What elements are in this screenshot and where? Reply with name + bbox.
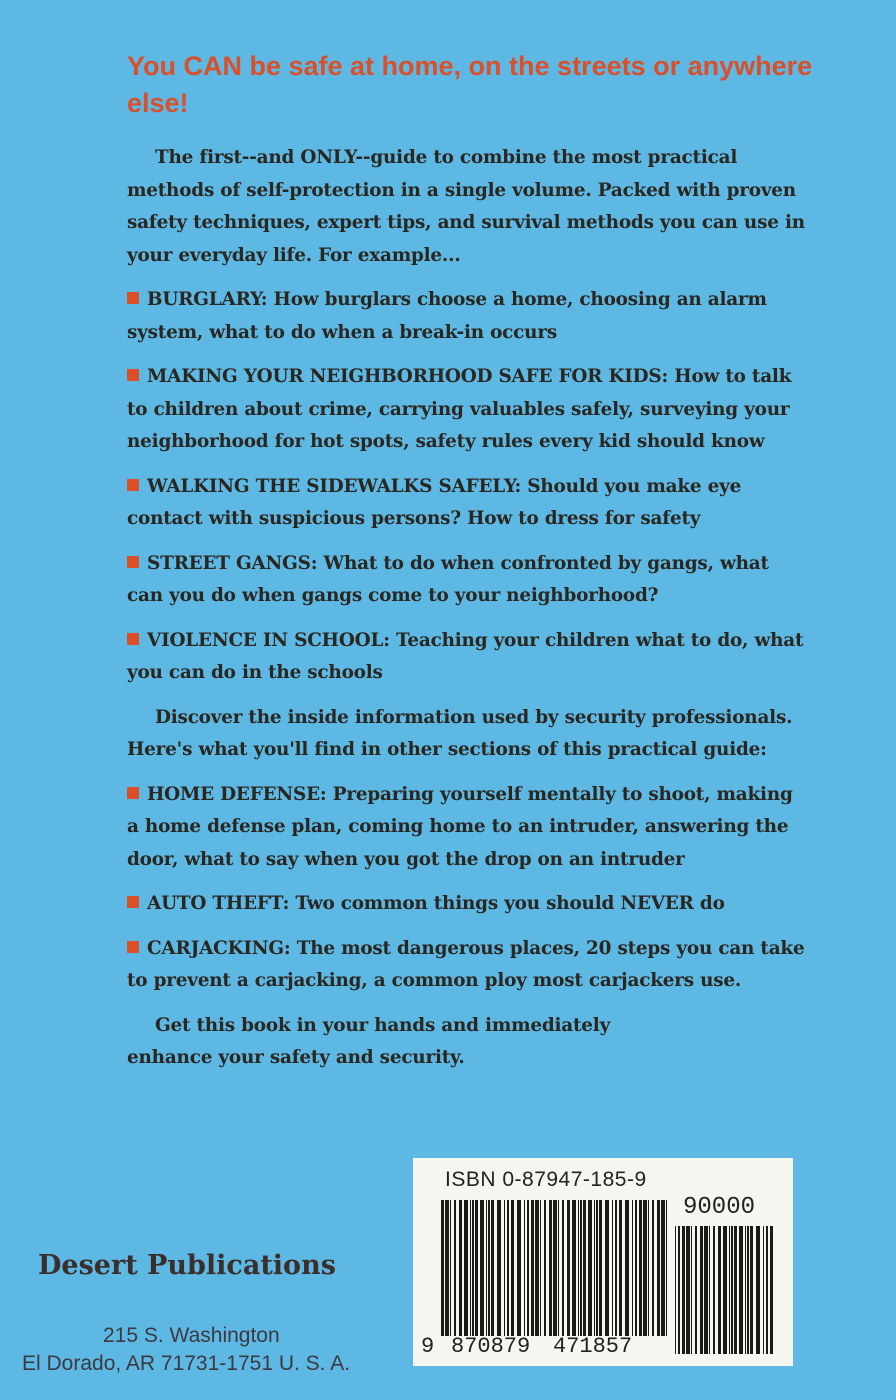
barcode-bar [770, 1226, 773, 1354]
square-bullet-icon [127, 896, 139, 908]
barcode-bar [450, 1200, 451, 1336]
barcode-bar [578, 1200, 579, 1336]
bullet-item [127, 625, 807, 690]
barcode-bar [747, 1226, 749, 1354]
barcode-bar [612, 1200, 613, 1336]
barcode-bar [704, 1226, 708, 1354]
barcode-bar [562, 1200, 564, 1336]
bullet-item [127, 284, 807, 349]
bullet-text: Two common things you should NEVER do [295, 893, 725, 914]
barcode-bar [572, 1200, 576, 1336]
barcode-bar [445, 1200, 449, 1336]
barcode-bar [745, 1226, 746, 1354]
barcode-panel [413, 1158, 793, 1366]
bullet-item [127, 779, 807, 877]
ean-barcode [441, 1200, 669, 1336]
barcode-bar [763, 1226, 764, 1354]
square-bullet-icon [127, 787, 139, 799]
publisher-address [0, 1322, 400, 1378]
bullet-text: How to talk to children about crime, carrying valuables safely, surveying your neighborhood for hot spots, safety rules every kid should know [127, 366, 792, 452]
barcode-bar [553, 1200, 557, 1336]
barcode-bar [596, 1200, 598, 1336]
barcode-bar [599, 1200, 602, 1336]
barcode-bar [686, 1226, 690, 1354]
barcode-bar [643, 1200, 647, 1336]
barcode-bar [635, 1200, 637, 1336]
address-line-1: 215 S. Washington [103, 1324, 280, 1347]
barcode-bar [459, 1200, 462, 1336]
barcode-bar [729, 1226, 730, 1354]
barcode-bar [734, 1226, 737, 1354]
barcode-bar [583, 1200, 586, 1336]
barcode-bar [657, 1200, 660, 1336]
barcode-bar [454, 1200, 456, 1336]
barcode-bar [472, 1200, 474, 1336]
square-bullet-icon [127, 941, 139, 953]
barcode-bar [507, 1200, 509, 1336]
barcode-bar [540, 1200, 541, 1336]
address-line-2: El Dorado, AR 71731-1751 U. S. A. [22, 1352, 351, 1375]
barcode-bar [567, 1200, 570, 1336]
intro-paragraph: The first--and ONLY--guide to combine the most practical methods of self-protection in a single volume. Packed with proven safety techniques, expert tips, and survival methods you can use in your everyday life. For example... [127, 147, 805, 266]
barcode-bar [695, 1226, 697, 1354]
barcode-bar [678, 1226, 680, 1354]
barcode-bar [639, 1200, 642, 1336]
barcode-bar [661, 1200, 665, 1336]
ean-right-digits: 471857 [553, 1334, 633, 1359]
barcode-bar [464, 1200, 468, 1336]
middle-paragraph: Discover the inside information used by security professionals. Here's what you'll find in other sections of this practical guide: [127, 706, 793, 760]
barcode-bar [718, 1226, 721, 1354]
bullet-item [127, 888, 807, 921]
barcode-bar [517, 1200, 521, 1336]
ean-first-digit: 9 [421, 1334, 435, 1359]
barcode-bar [497, 1200, 501, 1336]
barcode-bar [535, 1200, 539, 1336]
bullet-heading: WALKING THE SIDEWALKS SAFELY: [147, 475, 522, 497]
barcode-bar [731, 1226, 733, 1354]
square-bullet-icon [127, 479, 139, 491]
barcode-bar [549, 1200, 552, 1336]
barcode-bar [588, 1200, 592, 1336]
barcode-bar [709, 1226, 710, 1354]
bullet-item [127, 548, 807, 613]
barcode-bar [691, 1226, 692, 1354]
barcode-bar [480, 1200, 484, 1336]
barcode-bar [605, 1200, 609, 1336]
bullet-list-sections [127, 779, 807, 998]
bullet-text: Teaching your children what to do, what you can do in the schools [127, 629, 804, 683]
barcode-bar [441, 1200, 444, 1336]
bullet-heading: CARJACKING: [147, 937, 291, 959]
barcode-bar [713, 1226, 715, 1354]
barcode-bar [594, 1200, 595, 1336]
square-bullet-icon [127, 633, 139, 645]
barcode-bar [652, 1200, 654, 1336]
barcode-bar [486, 1200, 487, 1336]
addon-barcode [675, 1226, 775, 1354]
barcode-bar [619, 1200, 622, 1336]
barcode-bar [475, 1200, 478, 1336]
bullet-heading: HOME DEFENSE: [147, 783, 327, 805]
barcode-bar [756, 1226, 760, 1354]
bullet-heading: VIOLENCE IN SCHOOL: [147, 629, 390, 651]
closing-paragraph: Get this book in your hands and immediately enhance your safety and security. [127, 1014, 611, 1068]
barcode-bar [531, 1200, 534, 1336]
publisher-name: Desert Publications [38, 1250, 336, 1281]
bullet-item [127, 933, 807, 998]
bullet-heading: STREET GANGS: [147, 552, 318, 574]
bullet-heading: AUTO THEFT: [147, 893, 290, 914]
barcode-bar [511, 1200, 514, 1336]
barcode-bar [491, 1200, 494, 1336]
bullet-text: How burglars choose a home, choosing an alarm system, what to do when a break-in occurs [127, 289, 767, 343]
bullet-list-examples [127, 284, 807, 690]
headline: You CAN be safe at home, on the streets or anywhere else! [127, 51, 813, 118]
barcode-bar [682, 1226, 685, 1354]
barcode-bar [750, 1226, 753, 1354]
bullet-heading: MAKING YOUR NEIGHBORHOOD SAFE FOR KIDS: [147, 366, 669, 387]
ean-left-digits: 870879 [451, 1334, 531, 1359]
bullet-text: The most dangerous places, 20 steps you can take to prevent a carjacking, a common ploy most carjackers use. [127, 937, 805, 991]
description-text [127, 142, 807, 1087]
square-bullet-icon [127, 292, 139, 304]
barcode-bar [625, 1200, 629, 1336]
barcode-bar [723, 1226, 727, 1354]
barcode-bar [544, 1200, 546, 1336]
square-bullet-icon [127, 556, 139, 568]
isbn-label: ISBN 0-87947-185-9 [445, 1168, 647, 1191]
square-bullet-icon [127, 369, 139, 381]
bullet-heading: BURGLARY: [147, 289, 268, 310]
barcode-bar [615, 1200, 617, 1336]
barcode-bar [524, 1200, 525, 1336]
barcode-bar [648, 1200, 649, 1336]
barcode-bar [739, 1226, 743, 1354]
barcode-bar [527, 1200, 529, 1336]
bullet-item [127, 361, 807, 459]
barcode-bar [632, 1200, 633, 1336]
barcode-bar [675, 1226, 676, 1354]
barcode-bar [470, 1200, 471, 1336]
barcode-bar [504, 1200, 505, 1336]
bullet-text: Should you make eye contact with suspicious persons? How to dress for safety [127, 475, 742, 529]
barcode-bar [666, 1200, 667, 1336]
addon-number: 90000 [683, 1194, 756, 1221]
barcode-bar [700, 1226, 703, 1354]
barcode-bar [558, 1200, 559, 1336]
barcode-bar [766, 1226, 768, 1354]
barcode-bar [488, 1200, 490, 1336]
bullet-text: What to do when confronted by gangs, what can you do when gangs come to your neighborhood? [127, 552, 769, 606]
bullet-item [127, 471, 807, 536]
bullet-text: Preparing yourself mentally to shoot, making a home defense plan, coming home to an intruder, answering the door, what to say when you got the drop on an intruder [127, 783, 793, 870]
barcode-bar [580, 1200, 582, 1336]
